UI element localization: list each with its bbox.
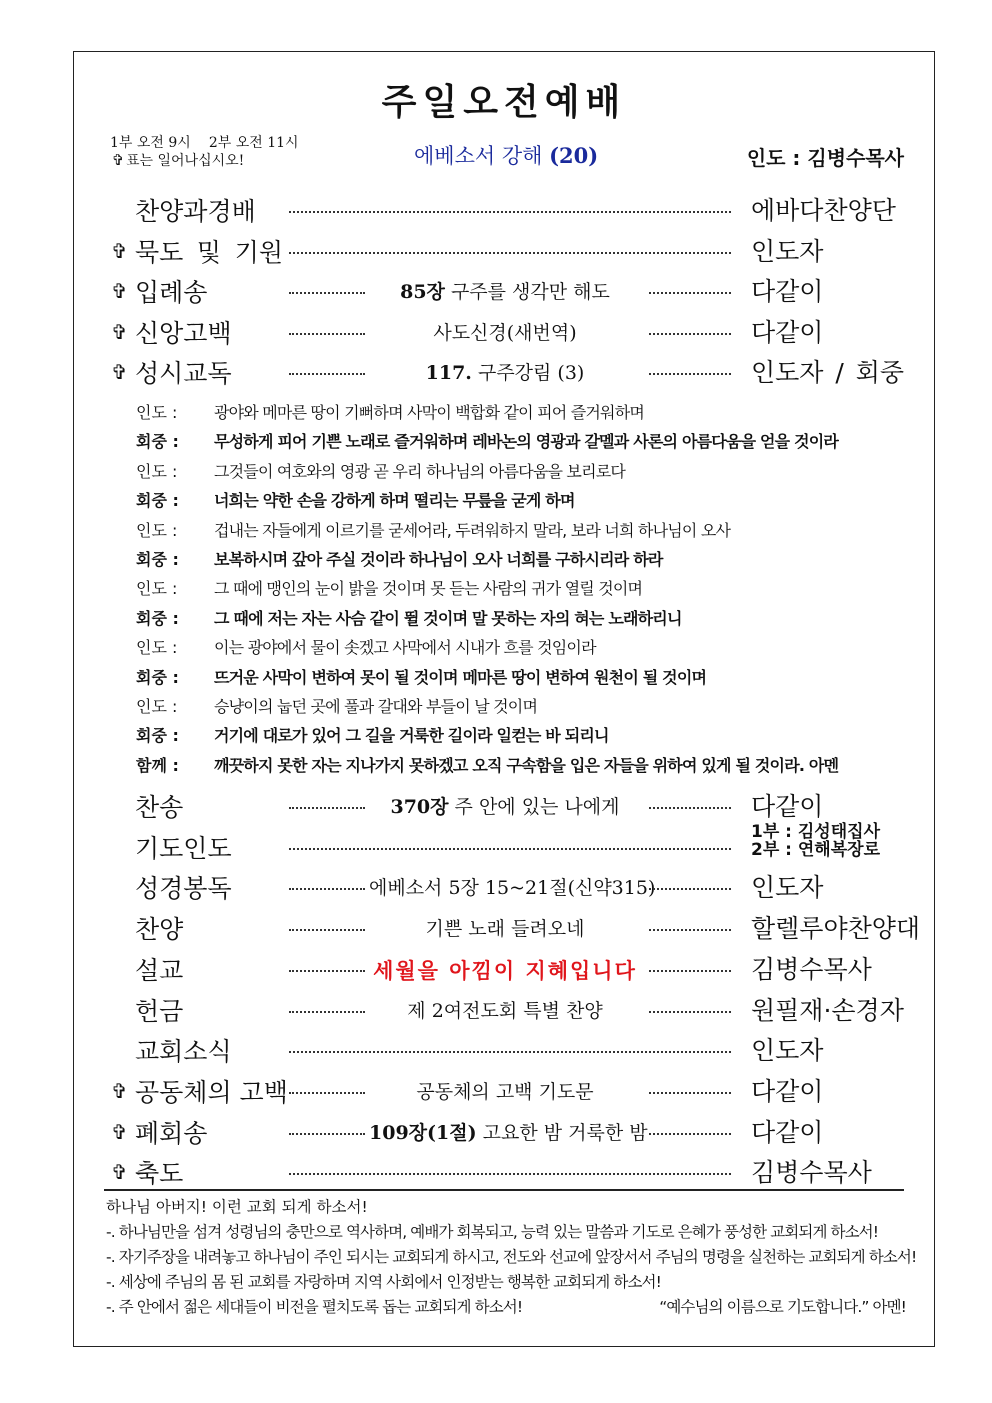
prayer-line: -. 하나님만을 섬겨 성령님의 충만으로 역사하며, 예배가 회복되고, 능력 있는 말씀과 기도로 은혜가 풍성한 교회되게 하소서! [106,1223,879,1241]
order-item-name: 축도 [135,1159,184,1189]
church-prayer [106,1195,917,1320]
dot-leader [649,373,731,375]
order-item-title: 사도신경(새번역) [433,321,577,344]
prayer-heading: 하나님 아버지! 이런 교회 되게 하소서! [106,1198,368,1216]
reader-label: 회중 : [136,726,179,746]
reading-line [136,429,916,459]
dot-leader [649,970,731,972]
cross-icon: ✞ [111,1160,128,1185]
leader-first-service: 1부 : 김성태집사 [751,821,880,842]
order-item-title: 기쁜 노래 들려오네 [425,918,585,941]
reader-label: 회중 : [136,491,179,511]
order-row [111,906,921,946]
cross-icon: ✞ [111,360,128,385]
order-row [111,229,911,269]
reading-line [136,665,916,695]
order-row [111,1110,911,1150]
prayer-closing: “예수님의 이름으로 기도합니다.” 아멘! [659,1298,906,1316]
order-row [111,947,911,987]
order-item-leader: 할렐루야찬양대 [751,914,921,944]
order-row [111,350,911,390]
order-item-name: 찬양 [135,915,184,945]
order-item-title: 고요한 밤 거룩한 밤 [482,1121,648,1144]
reader-label: 회중 : [136,608,179,628]
order-item-number: 370장 [390,796,449,818]
order-row [111,865,911,905]
reading-line [136,635,916,665]
dot-leader [649,1092,731,1094]
order-item-title: 에베소서 5장 15~21절(신약315) [369,877,656,900]
order-item-leader: 인도자 [751,1036,824,1066]
order-item-name: 기도인도 [135,833,232,863]
page-title: 주일오전예배 [381,82,627,123]
order-item-name: 공동체의 고백 [135,1077,288,1107]
reading-text: 보복하시며 갚아 주실 것이라 하나님이 오사 너희를 구하시리라 하라 [214,550,663,569]
reader-label: 인도 : [136,461,178,481]
dot-leader [649,888,731,890]
order-item-name: 헌금 [135,996,184,1026]
order-item-detail [369,873,656,900]
order-item-leader: 다같이 [751,1117,824,1147]
prayer-line-text: -. 주 안에서 젊은 세대들이 비전을 펼치도록 돕는 교회되게 하소서! [106,1298,523,1316]
dot-leader [289,1051,731,1053]
reader-label: 회중 : [136,550,179,569]
order-row [111,1069,911,1109]
order-item-number: 117. [425,362,472,385]
reading-text: 그 때에 맹인의 눈이 밝을 것이며 못 듣는 사람의 귀가 열릴 것이며 [214,579,643,599]
reading-line [136,606,916,636]
order-item-title: 세월을 아낌이 지혜입니다 [373,958,637,983]
dot-leader [289,1092,365,1094]
reading-line [136,518,916,548]
order-item-leader: 다같이 [751,317,824,347]
order-item-name: 폐회송 [135,1118,208,1148]
order-item-name: 찬양과경배 [135,197,256,226]
reading-text: 이는 광야에서 물이 솟겠고 사막에서 시내가 흐를 것임이라 [214,638,596,658]
reading-text: 그 때에 저는 자는 사슴 같이 뛸 것이며 말 못하는 자의 혀는 노래하리니 [214,608,682,628]
order-item-detail [369,358,641,385]
order-item-leader: 다같이 [751,792,824,821]
cross-icon: ✞ [111,319,128,344]
dot-leader [289,211,731,213]
dot-leader [289,970,365,972]
sermon-series-title: 에베소서 강해 [414,144,543,168]
order-item-leader: 다같이 [751,277,824,307]
order-row [111,784,911,824]
dot-leader [649,807,731,809]
order-item-title: 공동체의 고백 기도문 [416,1080,594,1103]
reader-label: 인도 : [136,520,178,540]
dot-leader [289,807,365,809]
order-item-detail [369,277,641,304]
service-times [110,135,299,170]
order-item-leader [751,823,907,859]
reading-text: 깨끗하지 못한 자는 지나가지 못하겠고 오직 구속함을 입은 자들을 위하여 있게 될 것이라. 아멘 [214,755,839,775]
service-leader: 인도 : 김병수목사 [746,146,904,170]
divider [104,1189,904,1191]
reader-label: 회중 : [136,432,179,452]
dot-leader [289,333,365,335]
order-item-leader: 인도자 / 회중 [751,358,904,388]
leader-second-service: 2부 : 연해복장로 [751,839,880,860]
reader-label: 인도 : [136,403,178,422]
order-item-detail [369,914,641,941]
reading-text: 너희는 약한 손을 강하게 하며 떨리는 무릎을 굳게 하며 [214,491,575,511]
prayer-line: -. 자기주장을 내려놓고 하나님이 주인 되시는 교회되게 하시고, 전도와 선교에 앞장서서 주님의 명령을 실천하는 교회되게 하소서! [106,1248,917,1266]
cross-icon: ✞ [111,238,128,263]
dot-leader [289,292,365,294]
dot-leader [649,333,731,335]
dot-leader [289,888,365,890]
dot-leader [649,292,731,294]
order-item-name: 묵도 및 기원 [135,237,283,267]
reading-line [136,694,916,724]
reading-line [136,400,916,430]
cross-icon: ✞ [111,151,125,169]
order-item-detail [369,1077,641,1104]
reading-text: 뜨거운 사막이 변하여 못이 될 것이며 메마른 땅이 변하여 원천이 될 것이며 [214,667,707,687]
sermon-series [414,140,598,170]
cross-icon: ✞ [111,1078,128,1103]
order-item-detail [369,996,641,1023]
order-item-name: 설교 [135,955,184,985]
order-item-number: 85장 [400,281,445,304]
dot-leader [289,1173,731,1175]
prayer-line [106,1295,906,1320]
order-item-title: 구주를 생각만 해도 [450,281,610,304]
order-item-name: 입례송 [135,278,208,308]
reading-text: 무성하게 피어 기쁜 노래로 즐거워하며 레바논의 영광과 갈멜과 사론의 아름다움을 얻을 것이라 [214,432,839,452]
order-item-title: 제 2여전도회 특별 찬양 [407,999,603,1022]
order-item-name: 성시교독 [135,359,232,389]
order-item-detail [369,955,641,985]
order-item-name: 신앙고백 [135,318,232,348]
order-item-leader: 인도자 [751,873,824,903]
order-item-name: 찬송 [135,793,184,822]
dot-leader [649,1133,731,1135]
order-item-detail [369,792,641,819]
order-item-title: 주 안에 있는 나에게 [454,796,620,818]
order-item-detail [369,1118,648,1145]
order-item-detail [369,318,641,345]
reader-label: 인도 : [136,579,178,599]
bulletin-frame [73,51,935,1347]
dot-leader [289,373,365,375]
dot-leader [649,1011,731,1013]
cross-icon: ✞ [111,1119,128,1144]
order-row [111,269,911,309]
second-service-time: 2부 오전 11시 [208,135,299,151]
reading-text: 거기에 대로가 있어 그 길을 거룩한 길이라 일컫는 바 되리니 [214,726,609,746]
reading-text: 그것들이 여호와의 영광 곧 우리 하나님의 아름다움을 보리로다 [214,461,626,481]
reading-line [136,723,916,753]
reading-line [136,547,916,577]
dot-leader [289,848,731,850]
reading-text: 겁내는 자들에게 이르기를 굳세어라, 두려워하지 말라, 보라 너희 하나님이 오사 [214,520,731,540]
sermon-series-number: (20) [549,143,599,168]
dot-leader [289,1133,365,1135]
order-row [111,988,911,1028]
order-item-leader: 다같이 [751,1076,824,1106]
order-item-leader: 원필재·손경자 [751,995,904,1025]
dot-leader [289,252,731,254]
cross-icon: ✞ [111,279,128,304]
reader-label: 회중 : [136,667,179,687]
reader-label: 인도 : [136,697,178,716]
order-item-name: 성경봉독 [135,874,232,904]
reading-text: 광야와 메마른 땅이 기뻐하며 사막이 백합화 같이 피어 즐거워하며 [214,403,645,422]
order-item-leader: 인도자 [751,236,824,266]
dot-leader [649,929,731,931]
order-row [111,1150,911,1190]
reading-line [136,459,916,489]
dot-leader [289,1011,365,1013]
order-item-name: 교회소식 [135,1037,232,1067]
prayer-line: -. 세상에 주님의 몸 된 교회를 자랑하며 지역 사회에서 인정받는 행복한 교회되게 하소서! [106,1273,661,1291]
first-service-time: 1부 오전 9시 [110,135,191,151]
dot-leader [289,929,365,931]
order-item-number: 109장(1절) [369,1121,477,1144]
reader-label: 인도 : [136,638,178,658]
order-item-leader: 김병수목사 [751,1158,872,1188]
order-item-leader: 김병수목사 [751,954,872,984]
reading-line [136,488,916,518]
reading-line [136,753,916,783]
order-row [111,310,911,350]
order-item-title: 구주강림 (3) [477,362,585,385]
order-row [111,1028,911,1068]
reading-text: 승냥이의 눕던 곳에 풀과 갈대와 부들이 날 것이며 [214,697,538,716]
reading-line [136,576,916,606]
order-item-leader: 에바다찬양단 [751,196,896,225]
order-row [111,821,911,865]
order-row [111,188,911,228]
reader-label: 함께 : [136,755,179,775]
stand-note: 표는 일어나십시오! [126,153,245,169]
